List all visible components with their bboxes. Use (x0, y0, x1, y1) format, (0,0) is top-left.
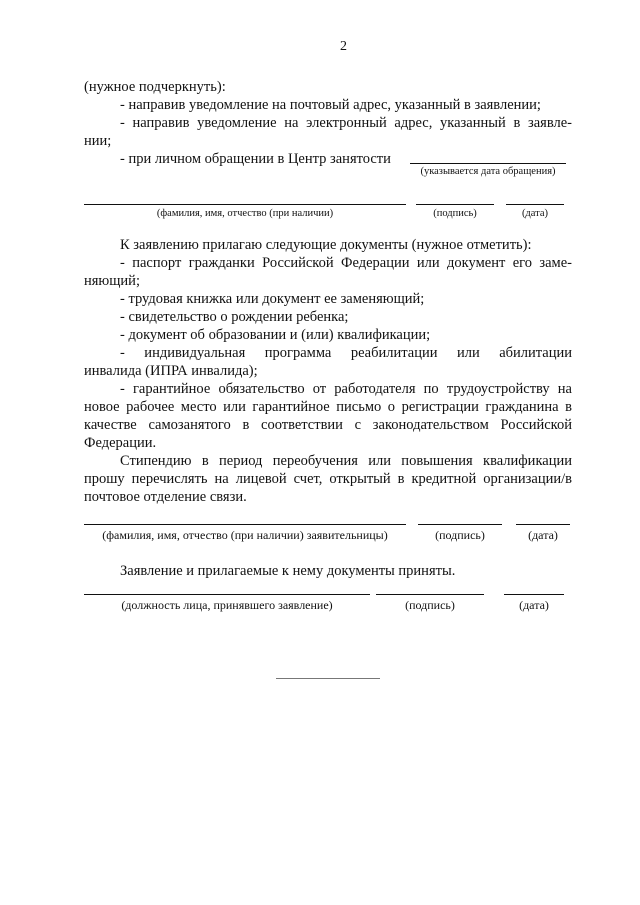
document-ipra-text: - индивидуальная программа реабилитации или абилитации (120, 345, 572, 361)
document-guarantee-text: - гарантийное обязательство от работодателя по трудоустройству на (120, 381, 572, 397)
date-of-visit-field (410, 163, 566, 164)
document-education: - документ об образовании и (или) квалификации; (120, 327, 431, 343)
notification-option-email-text: - направив уведомление на электронный адрес, указанный в заявле- (120, 115, 572, 131)
page-number: 2 (340, 39, 347, 54)
stipend-line1-text: Стипендию в период переобучения или повышения квалификации (120, 453, 572, 469)
document-birth-certificate: - свидетельство о рождении ребенка; (120, 309, 349, 325)
applicant-fio-caption: (фамилия, имя, отчество (при наличии) заявительницы) (102, 528, 388, 542)
notification-intro: (нужное подчеркнуть): (84, 79, 226, 95)
fio-line (84, 204, 406, 205)
receiver-date-line (504, 594, 564, 595)
stipend-line1 (120, 452, 572, 470)
acceptance-text: Заявление и прилагаемые к нему документы приняты. (120, 563, 456, 579)
notification-option-email (120, 114, 572, 132)
document-passport (120, 254, 572, 272)
notification-option-personal: - при личном обращении в Центр занятости (120, 151, 391, 167)
receiver-date-caption: (дата) (519, 598, 549, 612)
document-guarantee-line4: Федерации. (84, 435, 157, 451)
document-guarantee-line3 (84, 416, 572, 434)
document-guarantee-line2-text: новое рабочее место или гарантийное письмо о регистрации гражданина в (84, 399, 572, 415)
stipend-line3: почтовое отделение связи. (84, 489, 247, 505)
date-line (506, 204, 564, 205)
stipend-line2 (84, 470, 572, 488)
applicant-date-caption: (дата) (528, 528, 558, 542)
stipend-line2-text: прошу перечислять на лицевой счет, открытый в кредитной организации/в (84, 471, 572, 487)
fio-caption: (фамилия, имя, отчество (при наличии) (156, 208, 334, 219)
document-ipra (120, 344, 572, 362)
applicant-signature-line (418, 524, 502, 525)
notification-option-email-cont: нии; (84, 133, 112, 149)
applicant-signature-caption: (подпись) (435, 528, 485, 542)
signature-line (416, 204, 494, 205)
end-separator (276, 678, 380, 679)
document-guarantee (120, 380, 572, 398)
date-of-visit-caption: (указывается дата обращения) (420, 166, 556, 177)
receiver-signature-caption: (подпись) (405, 598, 455, 612)
document-guarantee-line2 (84, 398, 572, 416)
document-passport-text: - паспорт гражданки Российской Федерации или документ его заме- (120, 255, 572, 271)
documents-intro: К заявлению прилагаю следующие документы (нужное отметить): (120, 237, 532, 253)
signature-caption: (подпись) (433, 208, 477, 219)
document-ipra-cont: инвалида (ИПРА инвалида); (84, 363, 258, 379)
document-guarantee-line3-text: качестве самозанятого в соответствии с законодательством Российской (84, 417, 572, 433)
notification-option-postal: - направив уведомление на почтовый адрес, указанный в заявлении; (120, 97, 541, 113)
receiver-signature-line (376, 594, 484, 595)
document-workbook: - трудовая книжка или документ ее заменяющий; (120, 291, 425, 307)
document-passport-cont: няющий; (84, 273, 140, 289)
position-caption: (должность лица, принявшего заявление) (121, 598, 333, 612)
applicant-fio-line (84, 524, 406, 525)
date-caption: (дата) (521, 208, 549, 219)
applicant-date-line (516, 524, 570, 525)
position-line (84, 594, 370, 595)
